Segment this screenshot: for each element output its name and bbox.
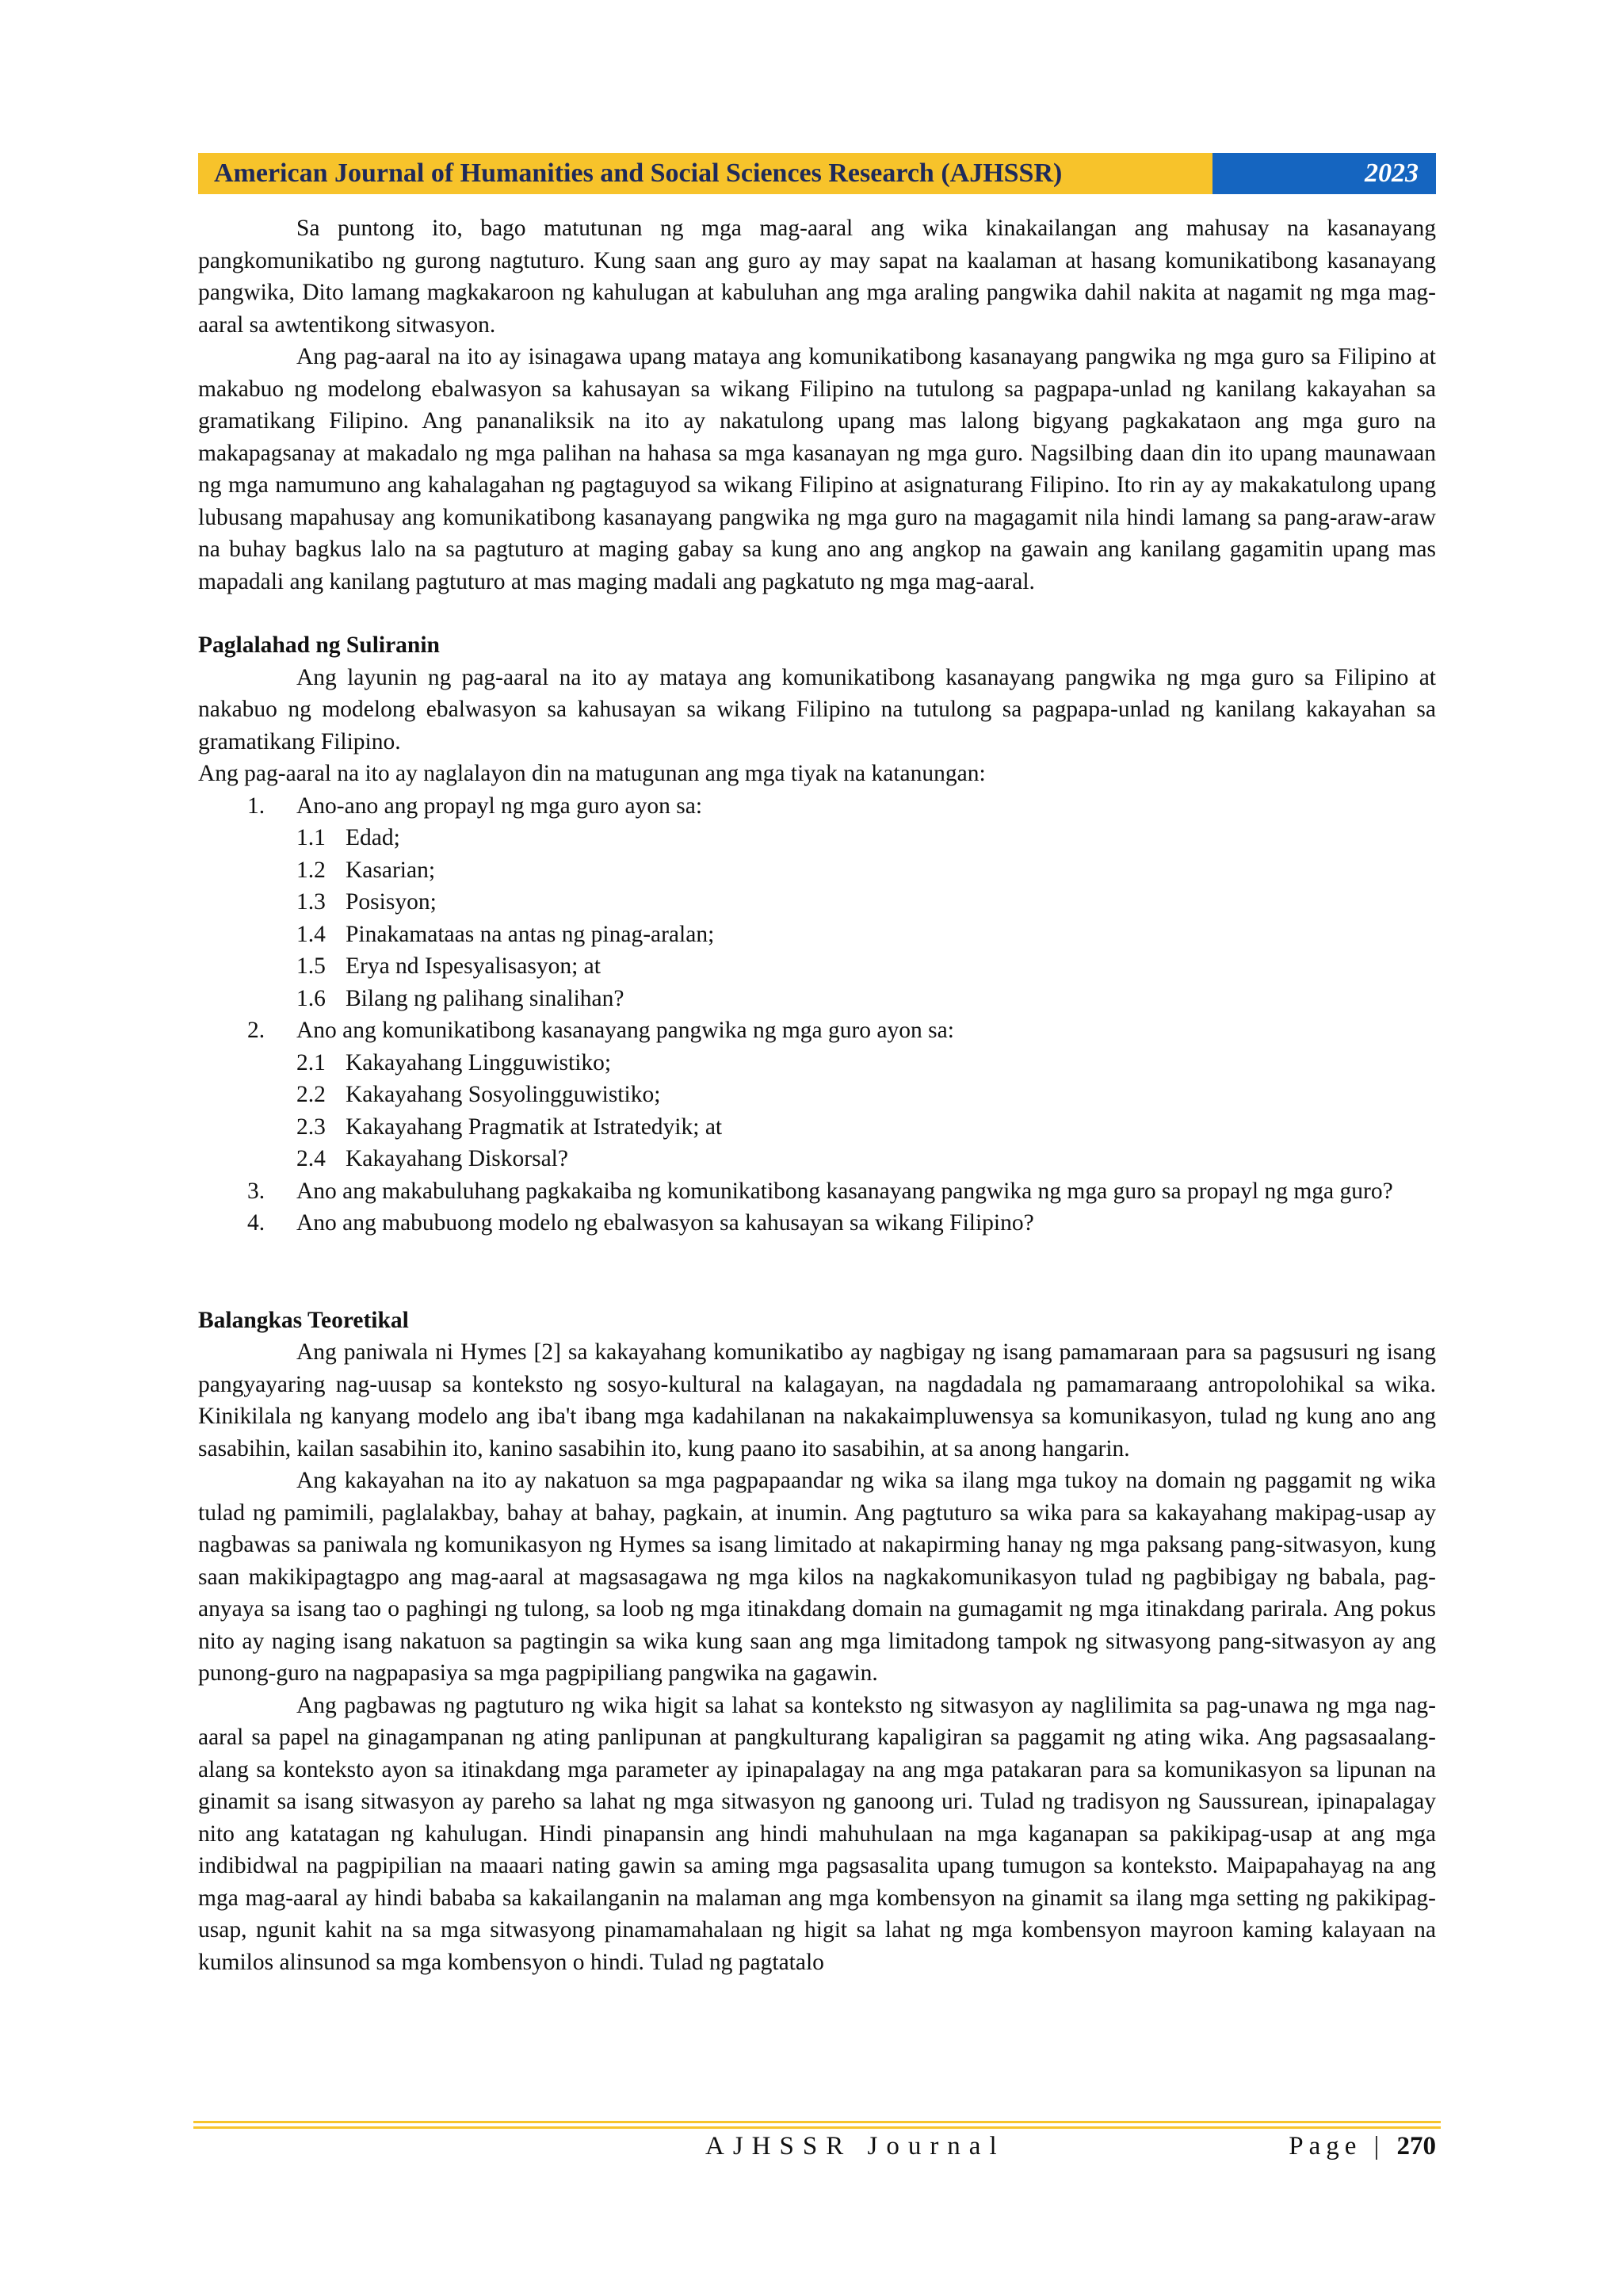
sub-question-list — [296, 822, 1436, 1014]
body-paragraph: Ang paniwala ni Hymes [2] sa kakayahang komunikatibo ay nagbigay ng isang pamamaraan para sa pagsusuri ng isang pangyayaring nag-uusap sa konteksto ng sosyo-kultural na kalagayan, na nagdadala ng pamamaraang antropolohikal sa wika. Kinikilala ng kanyang modelo ang iba't ibang mga kadahilanan na nakakaimpluwensya sa komunikasyon, tulad ng kung ano ang sasabihin, kailan sasabihin ito, kanino sasabihin ito, kung paano ito sasabihin, at sa anong hangarin. — [198, 1339, 1436, 1461]
sub-question: 2.2 Kakayahang Sosyolingguwistiko; — [296, 1082, 661, 1107]
sub-question: 2.1 Kakayahang Lingguwistiko; — [296, 1049, 612, 1075]
sub-question: 2.4 Kakayahang Diskorsal? — [296, 1146, 568, 1171]
question-text: Ano ang makabuluhang pagkakaiba ng komunikatibong kasanayang pangwika ng mga guro sa propayl ng mga guro? — [296, 1178, 1393, 1204]
sub-question: 1.3 Posisyon; — [296, 889, 437, 915]
body-paragraph: Ang pagbawas ng pagtuturo ng wika higit sa lahat sa konteksto ng sitwasyon ay naglilimita sa pag-unawa ng mga nag-aaral sa papel na ginagampanan ng ating panlipunan at pangkulturang kapaligiran sa paggamit ng ating wika. Ang pagsasaalang-alang sa konteksto ayon sa itinakdang mga parameter ay ipinapalagay na ang mga patakaran para sa komunikasyon sa lipunan na ginamit sa isang sitwasyon ay pareho sa lahat ng mga sitwasyon ng ganoong uri. Tulad ng tradisyon ng Saussurean, ipinapalagay nito ang katatagan ng kahulugan. Hindi pinapansin ang hindi mahuhulaan na mga kaganapan sa pakikipag-usap at ang mga indibidwal na pagpipilian na maaari nating gawin sa aming mga pagsasalita upang tumugon sa konteksto. Maipapahayag na ang mga mag-aaral ay hindi bababa sa kakailanganin na malaman ang mga kombensyon na ginamit sa ilang mga setting ng pakikipag-usap, ngunit kahit na sa mga sitwasyong pinamamahalaan ng higit sa lahat ng mga kombensyon mayroon kaming kalayaan na kumilos alinsunod sa mga kombensyon o hindi. Tulad ng pagtatalo — [198, 1692, 1436, 1975]
footer-rule — [193, 2126, 1441, 2129]
question-number: 2. — [247, 1018, 265, 1043]
sub-question: 1.2 Kasarian; — [296, 857, 436, 883]
question-number: 1. — [247, 793, 265, 819]
question-number: 3. — [247, 1178, 265, 1204]
question-item — [198, 1175, 1436, 1208]
sub-question-list — [296, 1047, 1436, 1175]
question-item — [198, 1014, 1436, 1175]
sub-question: 1.5 Erya nd Ispesyalisasyon; at — [296, 953, 601, 979]
journal-year: 2023 — [1212, 153, 1436, 194]
section-heading: Paglalahad ng Suliranin — [198, 632, 440, 658]
journal-title: American Journal of Humanities and Social Sciences Research (AJHSSR) — [198, 153, 1212, 194]
question-item — [198, 790, 1436, 1015]
body-paragraph: Ang pag-aaral na ito ay isinagawa upang mataya ang komunikatibong kasanayang pangwika ng mga guro sa Filipino at makabuo ng modelong ebalwasyon sa kahusayan sa wikang Filipino na tutulong sa pagpapa-unlad ng kanilang kakayahan sa gramatikang Filipino. Ang pananaliksik na ito ay nakatulong upang mas lalong bigyang pagkakataon ang mga guro na makapagsanay at makadalo ng mga palihan na hahasa sa mga kasanayan ng mga guro. Nagsilbing daan din ito upang maunawaan ng mga namumuno ang kahalagahan ng pagtaguyod sa wikang Filipino at asignaturang Filipino. Ito rin ay ay makakatulong upang lubusang mapahusay ang komunikatibong kasanayang pangwika ng mga guro na magagamit nila hindi lamang sa pang-araw-araw na buhay bagkus lalo na sa pagtuturo at maging gabay sa kung ano ang angkop na gawain ang kanilang gagamitin upang mas mapadali ang kanilang pagtuturo at mas maging madali ang pagkatuto ng mga mag-aaral. — [198, 344, 1436, 594]
body-paragraph: Ang kakayahan na ito ay nakatuon sa mga pagpapaandar ng wika sa ilang mga tukoy na domain ng paggamit ng wika tulad ng pamimili, paglalakbay, bahay at bahay, pagkain, at inumin. Ang pagtuturo sa wika para sa kakayahang makipag-usap ay nagbawas sa paniwala ng komunikasyon ng Hymes sa isang limitado at nakapirming hanay ng mga paksang pang-sitwasyon, kung saan makikipagtagpo ang mag-aaral at magsasagawa ng mga kilos na nagkakomunikasyon tulad ng pagbibigay ng babala, pag-anyaya sa isang tao o paghingi ng tulong, sa loob ng mga itinakdang domain na gumagamit ng mga itinakdang parirala. Ang pokus nito ay naging isang nakatuon sa pagtingin sa wika kung saan ang mga limitadong tampok ng sitwasyong pang-sitwasyon ay ang punong-guro na nagpapasiya sa mga pagpipiliang pangwika na gagawin. — [198, 1468, 1436, 1686]
body-paragraph: Ang layunin ng pag-aaral na ito ay mataya ang komunikatibong kasanayang pangwika ng mga guro sa Filipino at nakabuo ng modelong ebalwasyon sa kahusayan sa wikang Filipino na tutulong sa pagpapa-unlad ng kanilang kakayahan sa gramatikang Filipino. — [198, 664, 1436, 755]
list-lead: Ang pag-aaral na ito ay naglalayon din na matugunan ang mga tiyak na katanungan: — [198, 761, 986, 786]
question-text: Ano ang komunikatibong kasanayang pangwika ng mga guro ayon sa: — [296, 1018, 954, 1043]
journal-header — [198, 153, 1436, 194]
article-body — [198, 212, 1436, 1978]
sub-question: 1.1 Edad; — [296, 825, 400, 850]
question-item — [198, 1207, 1436, 1240]
footer-rule — [193, 2121, 1441, 2123]
research-questions — [198, 790, 1436, 1240]
footer-journal-name: AJHSSR Journal — [705, 2132, 1006, 2160]
page-footer — [198, 2132, 1436, 2172]
body-paragraph: Sa puntong ito, bago matutunan ng mga mag-aaral ang wika kinakailangan ang mahusay na kasanayang pangkomunikatibo ng gurong nagtuturo. Kung saan ang guro ay may sapat na kaalaman at hasang komunikatibong kasanayang pangwika, Dito lamang magkakaroon ng kahulugan at kabuluhan ang mga araling pangwika dahil nakita at nagamit ng mga mag-aaral sa awtentikong sitwasyon. — [198, 216, 1436, 338]
sub-question: 1.6 Bilang ng palihang sinalihan? — [296, 985, 624, 1011]
footer-page-number: Page | 270 — [1289, 2132, 1436, 2160]
question-text: Ano ang mabubuong modelo ng ebalwasyon sa kahusayan sa wikang Filipino? — [296, 1210, 1034, 1236]
question-number: 4. — [247, 1210, 265, 1236]
sub-question: 2.3 Kakayahang Pragmatik at Istratedyik; at — [296, 1114, 723, 1140]
sub-question: 1.4 Pinakamataas na antas ng pinag-aralan; — [296, 921, 715, 947]
section-heading: Balangkas Teoretikal — [198, 1307, 409, 1333]
question-text: Ano-ano ang propayl ng mga guro ayon sa: — [296, 793, 703, 819]
